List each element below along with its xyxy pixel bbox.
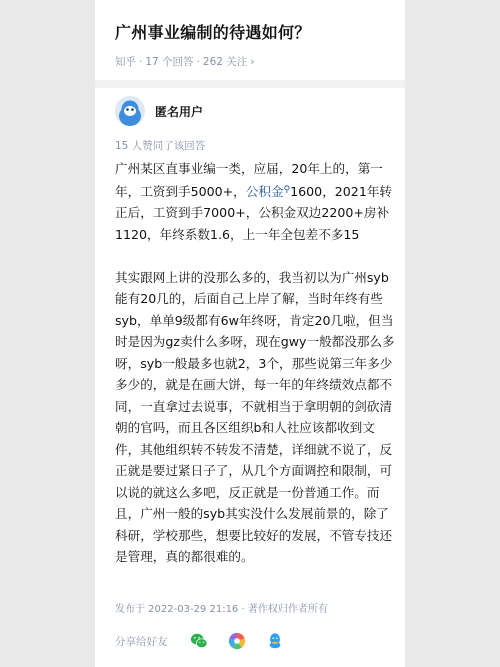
upvote-summary: 15 人赞同了该回答	[115, 140, 206, 152]
keyword-link[interactable]	[246, 184, 290, 199]
author-name[interactable]: 匿名用户	[155, 104, 204, 119]
anonymous-avatar-icon	[115, 96, 145, 126]
author-row[interactable]	[115, 96, 203, 126]
share-label: 分享给好友	[115, 635, 168, 648]
meta-separator: ·	[196, 56, 200, 68]
answer-content	[115, 158, 397, 589]
source-label: 知乎	[115, 56, 136, 68]
answer-paragraph: 其实跟网上讲的没那么多的，我当初以为广州syb能有20几的，后面自己上岸了解，当时年终有些syb，单单9级都有6w年终呀，肯定20几啦，但当时是因为gz卖什么多呀，现在gwy一般都没那么多呀，syb一般最多也就2，3个，那些说第三年多少多少的，就是在画大饼，每一年的年终绩效点都不同，一直拿过去说事，不就相当于拿明朝的剑砍清朝的官吗，而且各区组织b和人社应该都收到文件，其他组织转不转发不清楚，详细就不说了，反正就是要过紧日子了，从几个方面调控和限制，可以说的就这么多吧，反正就是一份普通工作。而且，广州一般的syb其实没什么发展前景的，除了科研，学校那些，想要比较好的发展，不管专技还是管理，真的都很难的。	[115, 269, 395, 564]
share-row	[115, 632, 304, 650]
moments-icon[interactable]	[228, 632, 246, 650]
search-icon: ⚲	[283, 184, 291, 195]
answer-text: 广州某区直事业编一类，应届，20年上的，第一年，工资到手5000+，	[115, 161, 383, 199]
question-title[interactable]: 广州事业编制的待遇如何？	[115, 23, 311, 42]
followers-count: 262 关注	[202, 56, 248, 68]
answer-text: 1600，2021年转正后，工资到手7000+，公积金双边2200+房补1120，年终系数1.6，上一年全包差不多15	[115, 183, 393, 242]
qq-icon[interactable]	[266, 632, 284, 650]
chevron-right-icon: ›	[250, 55, 255, 68]
question-meta[interactable]	[115, 55, 391, 69]
avatar[interactable]	[115, 96, 145, 126]
publish-info: 发布于 2022-03-29 21:16 · 著作权归作者所有	[115, 604, 328, 615]
section-divider	[95, 80, 405, 88]
answers-count: 17 个回答	[145, 56, 194, 68]
meta-separator: ·	[139, 56, 143, 68]
answer-card	[95, 0, 405, 667]
keyword-link-label: 公积金	[245, 183, 284, 199]
answer-paragraph	[115, 158, 397, 245]
wechat-icon[interactable]	[190, 632, 208, 650]
